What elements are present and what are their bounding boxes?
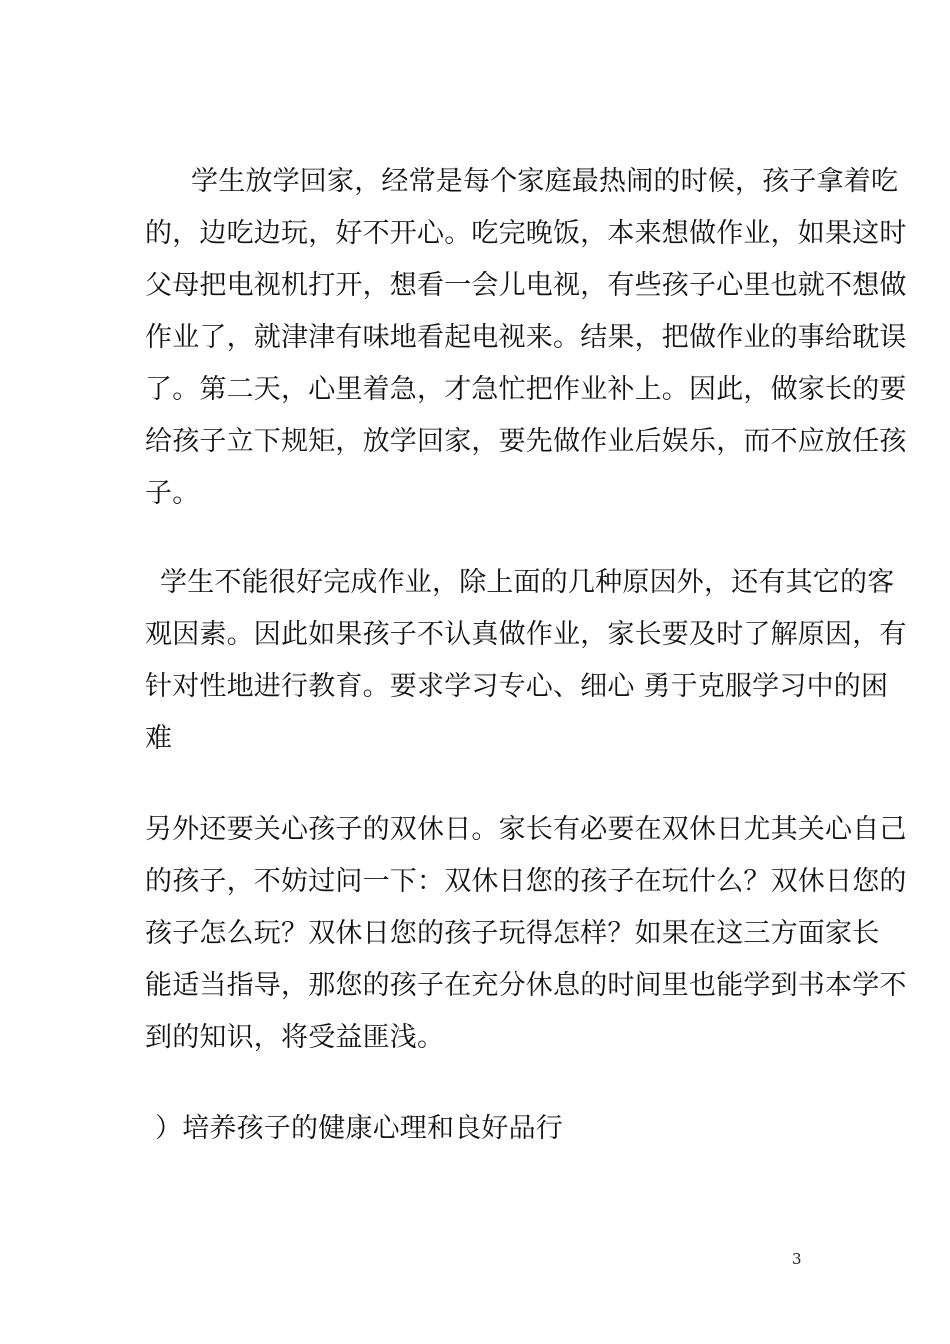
paragraph-3-line-5: 到的知识，将受益匪浅。 bbox=[145, 1022, 445, 1053]
paragraph-1-line-3: 父母把电视机打开，想看一会儿电视，有些孩子心里也就不想做 bbox=[145, 270, 907, 301]
paragraph-2-line-4: 难 bbox=[145, 723, 173, 754]
page-number: 3 bbox=[792, 1250, 802, 1268]
paragraph-1-line-6: 给孩子立下规矩，放学回家，要先做作业后娱乐，而不应放任孩 bbox=[145, 426, 907, 457]
paragraph-3-line-4: 能适当指导，那您的孩子在充分休息的时间里也能学到书本学不 bbox=[145, 970, 907, 1001]
paragraph-1-line-2: 的，边吃边玩，好不开心。吃完晚饭，本来想做作业，如果这时 bbox=[145, 218, 907, 249]
paragraph-3-line-2: 的孩子，不妨过问一下：双休日您的孩子在玩什么？双休日您的 bbox=[145, 866, 907, 897]
paragraph-2-line-2: 观因素。因此如果孩子不认真做作业，家长要及时了解原因，有 bbox=[145, 619, 907, 650]
paragraph-3-line-3: 孩子怎么玩？双休日您的孩子玩得怎样？如果在这三方面家长 bbox=[145, 918, 880, 949]
paragraph-2-line-3: 针对性地进行教育。要求学习专心、细心 勇于克服学习中的困 bbox=[145, 671, 889, 702]
section-heading: ）培养孩子的健康心理和良好品行 bbox=[155, 1113, 563, 1144]
paragraph-2-line-1: 学生不能很好完成作业，除上面的几种原因外，还有其它的客 bbox=[160, 567, 895, 598]
paragraph-1-line-7: 子。 bbox=[145, 478, 200, 509]
paragraph-3-line-1: 另外还要关心孩子的双休日。家长有必要在双休日尤其关心自己 bbox=[145, 814, 907, 845]
paragraph-1-line-4: 作业了，就津津有味地看起电视来。结果，把做作业的事给耽误 bbox=[145, 322, 907, 353]
paragraph-1-line-5: 了。第二天，心里着急，才急忙把作业补上。因此，做家长的要 bbox=[145, 374, 907, 405]
paragraph-1-line-1: 学生放学回家，经常是每个家庭最热闹的时候，孩子拿着吃 bbox=[191, 166, 899, 197]
